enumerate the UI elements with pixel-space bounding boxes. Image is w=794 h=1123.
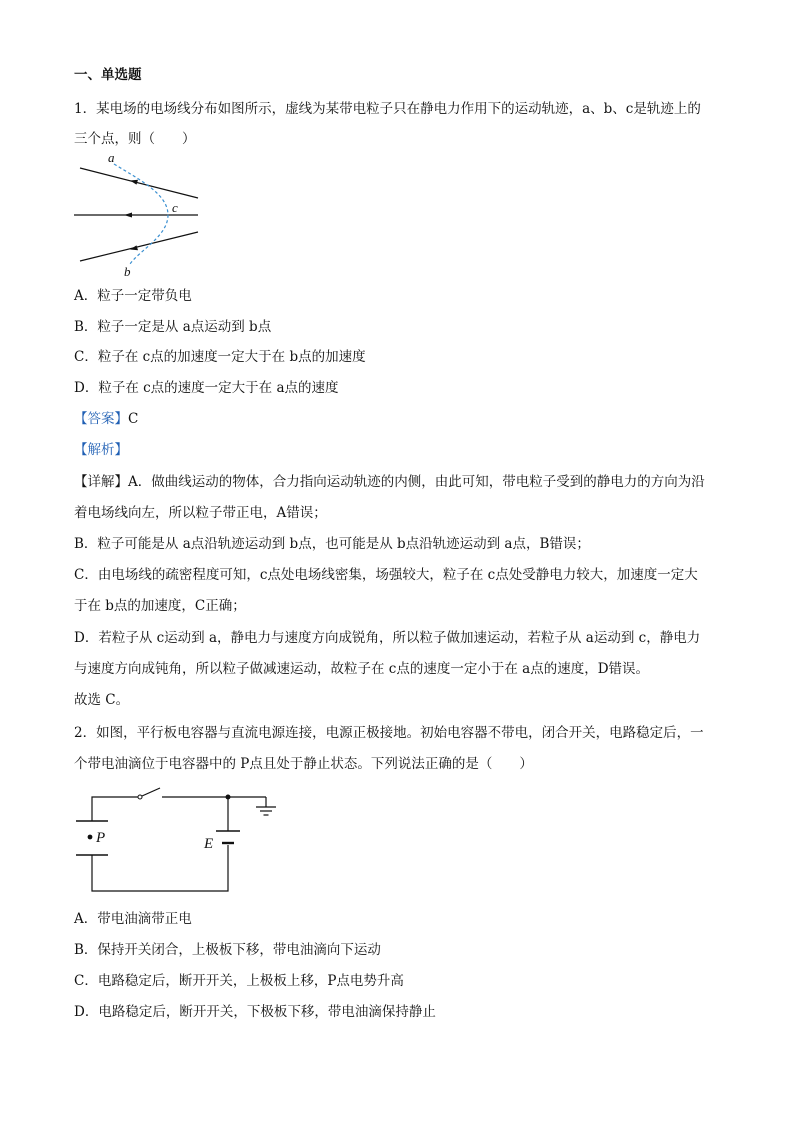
q2-option-b: B．保持开关闭合，上极板下移，带电油滴向下运动 — [74, 942, 381, 958]
q2-stem-line1: 2．如图，平行板电容器与直流电源连接，电源正极接地。初始电容器不带电，闭合开关，电路稳定后，一 — [74, 725, 704, 741]
q1-detail-line-3: B．粒子可能是从 a点沿轨迹运动到 b点，也可能是从 b点沿轨迹运动到 a点，B错误； — [74, 536, 590, 552]
label-a: a — [108, 150, 115, 165]
q1-detail-line-4: C．由电场线的疏密程度可知，c点处电场线密集，场强较大，粒子在 c点处受静电力较大，加速度一定大 — [74, 567, 698, 583]
q2-capacitor-circuit-figure — [70, 785, 290, 897]
q1-analysis-tag: 【解析】 — [74, 442, 128, 458]
wire-top-left — [92, 797, 138, 821]
arrow-middle-icon — [124, 213, 132, 218]
q1-electric-field-figure — [70, 150, 210, 280]
label-e: E — [204, 836, 214, 852]
field-line-lower — [80, 232, 198, 261]
answer-value: C — [128, 411, 139, 427]
q1-stem-line2: 三个点，则（ ） — [74, 131, 196, 147]
detail-tag: 【详解】 — [74, 474, 128, 490]
section-heading: 一、单选题 — [74, 67, 142, 83]
q1-detail-line-1 — [74, 473, 724, 491]
q2-option-d: D．电路稳定后，断开开关，下极板下移，带电油滴保持静止 — [74, 1004, 436, 1020]
q2-option-a: A．带电油滴带正电 — [74, 911, 192, 927]
q1-detail-line-7: 与速度方向成钝角，所以粒子做减速运动，故粒子在 c点的速度一定小于在 a点的速度，D错误。 — [74, 661, 650, 677]
field-line-upper — [80, 168, 198, 198]
arrow-upper-icon — [130, 180, 138, 185]
q2-stem-line2: 个带电油滴位于电容器中的 P点且处于静止状态。下列说法正确的是（ ） — [74, 756, 533, 772]
switch-blade — [142, 788, 160, 796]
q1-option-c: C．粒子在 c点的加速度一定大于在 b点的加速度 — [74, 349, 366, 365]
label-b: b — [124, 264, 131, 279]
q1-answer — [74, 410, 724, 428]
q1-stem-line1: 1．某电场的电场线分布如图所示，虚线为某带电粒子只在静电力作用下的运动轨迹，a、b、c是轨迹上的 — [74, 101, 701, 117]
detail-text: A．做曲线运动的物体，合力指向运动轨迹的内侧，由此可知，带电粒子受到的静电力的方向为沿 — [128, 474, 705, 490]
q1-detail-line-2: 着电场线向左，所以粒子带正电，A错误； — [74, 505, 327, 521]
oil-drop — [88, 835, 93, 840]
q1-detail-line-5: 于在 b点的加速度，C正确； — [74, 598, 246, 614]
q1-conclusion: 故选 C。 — [74, 692, 130, 708]
q1-detail-line-6: D．若粒子从 c运动到 a，静电力与速度方向成锐角，所以粒子做加速运动，若粒子从 a运动到 c，静电力 — [74, 630, 701, 646]
switch-contact-left — [138, 795, 142, 799]
q1-option-d: D．粒子在 c点的速度一定大于在 a点的速度 — [74, 380, 339, 396]
answer-tag: 【答案】 — [74, 411, 128, 427]
q1-option-a: A．粒子一定带负电 — [74, 288, 192, 304]
label-c: c — [172, 200, 178, 215]
q2-option-c: C．电路稳定后，断开开关，上极板上移，P点电势升高 — [74, 973, 404, 989]
label-p: P — [96, 830, 106, 846]
q1-option-b: B．粒子一定是从 a点运动到 b点 — [74, 319, 272, 335]
